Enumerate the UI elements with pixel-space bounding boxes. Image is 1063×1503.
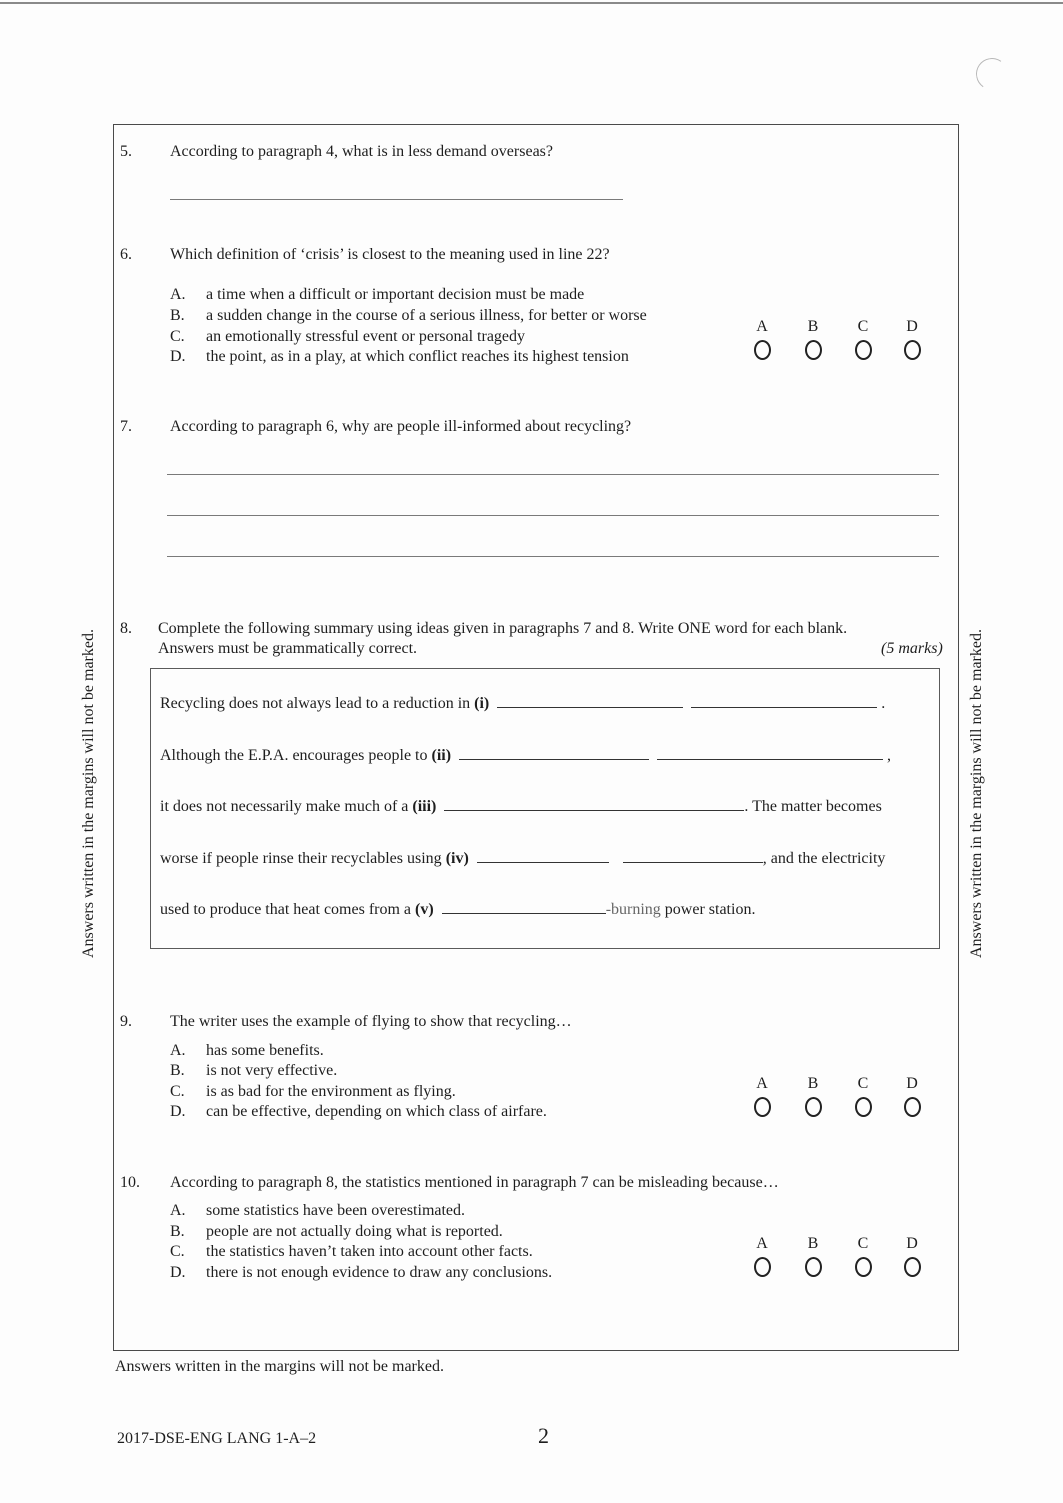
q10-bubble-a[interactable] — [754, 1257, 771, 1277]
option-letter: C. — [170, 1243, 185, 1260]
bubble-label-b: B — [807, 1075, 819, 1092]
q9-text: The writer uses the example of flying to show that recycling… — [170, 1013, 572, 1030]
bubble-label-b: B — [807, 1235, 819, 1252]
option-text: can be effective, depending on which class of airfare. — [206, 1103, 547, 1120]
blank-ii-2[interactable] — [657, 745, 883, 760]
corner-mark — [973, 55, 1010, 92]
q9-answer-bubbles — [750, 1075, 930, 1125]
option-text: the statistics haven’t taken into account other facts. — [206, 1243, 533, 1260]
q7-answer-line-2[interactable] — [167, 515, 939, 516]
option-text: the point, as in a play, at which conflict reaches its highest tension — [206, 348, 629, 365]
q9-option-b — [170, 1062, 337, 1080]
option-letter: B. — [170, 307, 185, 324]
blank-tag-iv: (iv) — [445, 850, 469, 867]
paper-code: 2017-DSE-ENG LANG 1-A–2 — [117, 1430, 317, 1447]
bubble-label-d: D — [906, 1075, 918, 1092]
q10-option-c — [170, 1243, 533, 1261]
q6-text: Which definition of ‘crisis’ is closest to the meaning used in line 22? — [170, 246, 610, 263]
summary-line-1 — [160, 693, 885, 713]
q6-answer-bubbles — [750, 318, 930, 368]
q9-number: 9. — [120, 1013, 132, 1030]
summary-line-3 — [160, 796, 882, 816]
q7-text: According to paragraph 6, why are people ill-informed about recycling? — [170, 418, 632, 435]
summary-line-4 — [160, 848, 885, 868]
page-number: 2 — [538, 1423, 549, 1448]
q6-bubble-a[interactable] — [754, 340, 771, 360]
q10-text: According to paragraph 8, the statistics mentioned in paragraph 7 can be misleading because… — [170, 1174, 779, 1191]
option-text: is not very effective. — [206, 1062, 338, 1079]
option-letter: C. — [170, 328, 185, 345]
q10-option-b — [170, 1223, 503, 1241]
q10-answer-bubbles — [750, 1235, 930, 1285]
option-letter: A. — [170, 286, 186, 303]
option-text: some statistics have been overestimated. — [206, 1202, 466, 1219]
blank-ii-1[interactable] — [459, 745, 649, 760]
blank-i-1[interactable] — [497, 693, 683, 708]
q10-bubble-c[interactable] — [855, 1257, 872, 1277]
option-letter: D. — [170, 348, 186, 365]
q9-bubble-a[interactable] — [754, 1097, 771, 1117]
summary-line-5 — [160, 899, 755, 919]
blank-iv-1[interactable] — [477, 848, 609, 863]
summary-text: power station. — [660, 901, 756, 918]
bubble-label-a: A — [756, 1235, 768, 1252]
q6-bubble-d[interactable] — [904, 340, 921, 360]
q8-marks: (5 marks) — [881, 640, 943, 657]
q5-number: 5. — [120, 143, 132, 160]
option-text: an emotionally stressful event or personal tragedy — [206, 328, 526, 345]
q7-answer-line-3[interactable] — [167, 556, 939, 557]
q10-option-d — [170, 1264, 552, 1282]
q9-option-a — [170, 1042, 324, 1060]
summary-text: Recycling does not always lead to a reduction in — [160, 695, 475, 712]
q6-option-c — [170, 328, 525, 346]
right-margin-note: Answers written in the margins will not be marked. — [968, 629, 985, 958]
option-letter: C. — [170, 1083, 185, 1100]
q7-answer-line-1[interactable] — [167, 474, 939, 475]
blank-iv-2[interactable] — [623, 848, 763, 863]
q9-option-c — [170, 1083, 456, 1101]
q8-text-line2: Answers must be grammatically correct. — [158, 640, 418, 657]
q6-bubble-b[interactable] — [805, 340, 822, 360]
summary-text: used to produce that heat comes from a — [160, 901, 416, 918]
q6-option-b — [170, 307, 647, 325]
bubble-label-d: D — [906, 318, 918, 335]
blank-tag-iii: (iii) — [412, 798, 437, 815]
option-text: a sudden change in the course of a serious illness, for better or worse — [206, 307, 647, 324]
option-letter: D. — [170, 1264, 186, 1281]
option-letter: B. — [170, 1062, 185, 1079]
bubble-label-d: D — [906, 1235, 918, 1252]
option-letter: D. — [170, 1103, 186, 1120]
bubble-label-c: C — [857, 1235, 869, 1252]
summary-text: worse if people rinse their recyclables using — [160, 850, 446, 867]
option-text: people are not actually doing what is reported. — [206, 1223, 503, 1240]
bubble-label-a: A — [756, 1075, 768, 1092]
q9-bubble-c[interactable] — [855, 1097, 872, 1117]
blank-tag-v: (v) — [415, 901, 434, 918]
bottom-margin-note: Answers written in the margins will not be marked. — [115, 1358, 444, 1375]
option-text: has some benefits. — [206, 1042, 324, 1059]
q10-bubble-d[interactable] — [904, 1257, 921, 1277]
left-margin-note: Answers written in the margins will not be marked. — [80, 629, 97, 958]
summary-text: , — [887, 747, 892, 764]
blank-i-2[interactable] — [691, 693, 877, 708]
q7-number: 7. — [120, 418, 132, 435]
q9-bubble-b[interactable] — [805, 1097, 822, 1117]
option-text: a time when a difficult or important decision must be made — [206, 286, 585, 303]
summary-text: it does not necessarily make much of a — [160, 798, 413, 815]
q9-bubble-d[interactable] — [904, 1097, 921, 1117]
q8-text-line1: Complete the following summary using ideas given in paragraphs 7 and 8. Write ONE word for each blank. — [158, 620, 848, 637]
q6-option-a — [170, 286, 584, 304]
blank-iii[interactable] — [444, 796, 744, 811]
bubble-label-c: C — [857, 1075, 869, 1092]
q9-option-d — [170, 1103, 547, 1121]
summary-text: , and the electricity — [762, 850, 886, 867]
q8-number: 8. — [120, 620, 132, 637]
bubble-label-a: A — [756, 318, 768, 335]
summary-text: . The matter becomes — [744, 798, 882, 815]
summary-text: . — [881, 695, 886, 712]
bubble-label-c: C — [857, 318, 869, 335]
top-rule — [0, 2, 1063, 4]
option-text: there is not enough evidence to draw any conclusions. — [206, 1264, 553, 1281]
option-letter: A. — [170, 1202, 186, 1219]
q10-option-a — [170, 1202, 465, 1220]
q6-bubble-c[interactable] — [855, 340, 872, 360]
summary-text: -burning — [605, 901, 661, 918]
q6-option-d — [170, 348, 629, 366]
blank-v[interactable] — [442, 899, 606, 914]
summary-line-2 — [160, 745, 891, 765]
summary-text: Although the E.P.A. encourages people to — [160, 747, 432, 764]
blank-tag-i: (i) — [474, 695, 490, 712]
q5-text: According to paragraph 4, what is in less demand overseas? — [170, 143, 553, 160]
option-letter: B. — [170, 1223, 185, 1240]
q10-number: 10. — [120, 1174, 140, 1191]
q10-bubble-b[interactable] — [805, 1257, 822, 1277]
blank-tag-ii: (ii) — [431, 747, 452, 764]
option-letter: A. — [170, 1042, 186, 1059]
bubble-label-b: B — [807, 318, 819, 335]
q6-number: 6. — [120, 246, 132, 263]
option-text: is as bad for the environment as flying. — [206, 1083, 456, 1100]
q5-answer-line[interactable] — [170, 199, 623, 200]
